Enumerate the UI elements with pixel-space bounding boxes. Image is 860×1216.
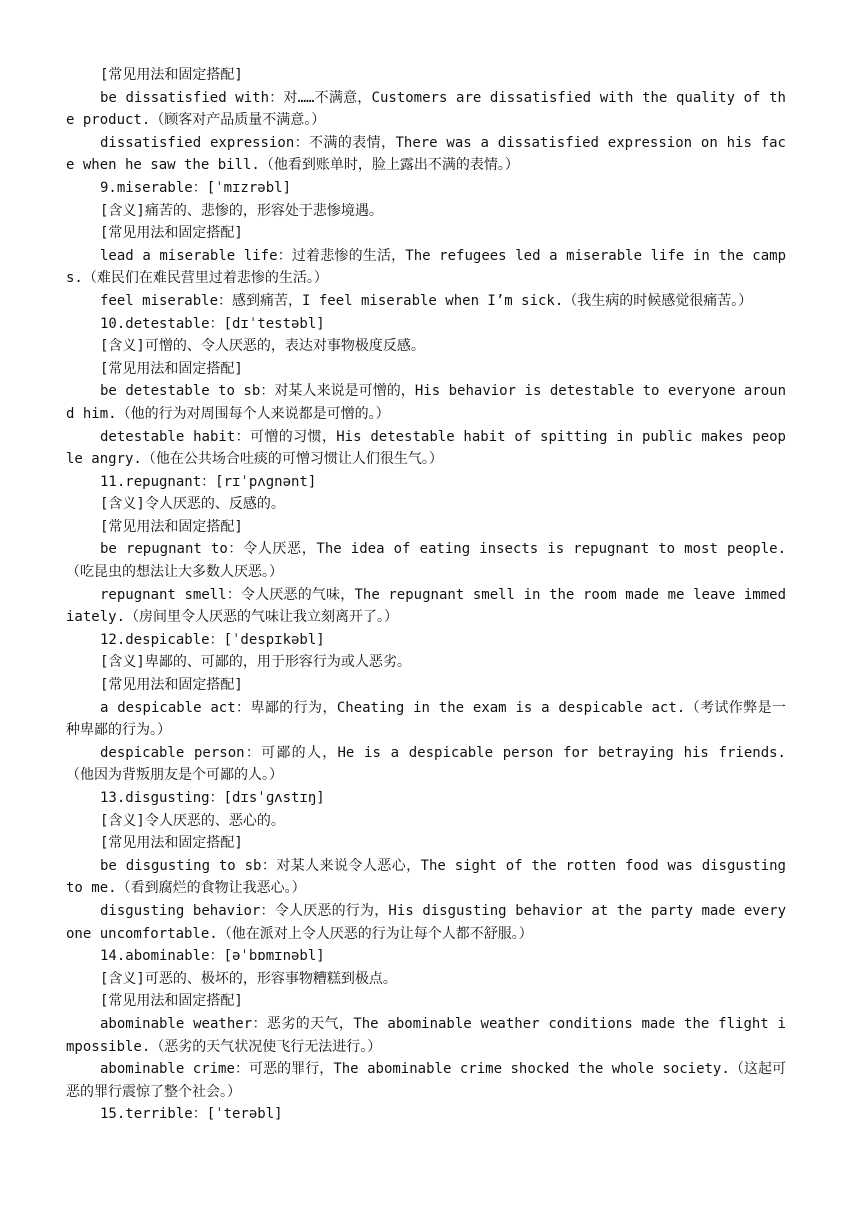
meaning-line: [含义]卑鄙的、可鄙的，用于形容行为或人恶劣。 [100, 654, 411, 671]
usage-entry: be repugnant to：令人厌恶，The idea of eating insects is repugnant to most people.（吃昆虫的想法让大多数人厌恶。） [66, 541, 786, 581]
usage-entry: lead a miserable life：过着悲惨的生活，The refugees led a miserable life in the camps.（难民们在难民营里过着悲惨的生活。） [66, 247, 786, 287]
meaning-line: [含义]可憎的、令人厌恶的，表达对事物极度反感。 [100, 338, 425, 355]
usage-entry: be detestable to sb：对某人来说是可憎的，His behavior is detestable to everyone around him.（他的行为对周围每个人来说都是可憎的。） [66, 383, 786, 422]
usage-entry: dissatisfied expression：不满的表情，There was a dissatisfied expression on his face when he saw the bill.（他看到账单时，脸上露出不满的表情。） [66, 134, 786, 174]
usage-entry: disgusting behavior：令人厌恶的行为，His disgusting behavior at the party made everyone uncomfortable.（他在派对上令人厌恶的行为让每个人都不舒服。） [66, 902, 786, 942]
usage-entry: feel miserable：感到痛苦，I feel miserable when I’m sick.（我生病的时候感觉很痛苦。） [100, 292, 753, 309]
word-entry-title: 10.detestable：[dɪˈtestəbl] [100, 315, 325, 332]
usage-entry: be disgusting to sb：对某人来说令人恶心，The sight of the rotten food was disgusting to me.（看到腐烂的食物让我恶心。） [66, 857, 795, 897]
usage-entry: repugnant smell：令人厌恶的气味，The repugnant smell in the room made me leave immediately.（房间里令人厌恶的气味让我立刻离开了。） [66, 586, 786, 626]
section-heading: [常见用法和固定搭配] [100, 835, 243, 852]
usage-entry: be dissatisfied with：对……不满意，Customers are dissatisfied with the quality of the product.（顾客对产品质量不满意。） [66, 89, 786, 129]
section-heading: [常见用法和固定搭配] [100, 993, 243, 1010]
word-entry-title: 9.miserable：[ˈmɪzrəbl] [100, 179, 292, 196]
word-entry-title: 14.abominable：[əˈbɒmɪnəbl] [100, 948, 325, 965]
meaning-line: [含义]可恶的、极坏的，形容事物糟糕到极点。 [100, 970, 397, 987]
meaning-line: [含义]令人厌恶的、反感的。 [100, 496, 285, 513]
section-heading: [常见用法和固定搭配] [100, 67, 243, 83]
meaning-line: [含义]令人厌恶的、恶心的。 [100, 812, 285, 829]
section-heading: [常见用法和固定搭配] [100, 677, 243, 694]
usage-entry: detestable habit：可憎的习惯，His detestable habit of spitting in public makes people angry.（他在公共场合吐痰的可憎习惯让人们很生气。） [66, 428, 786, 468]
usage-entry: abominable crime：可恶的罪行，The abominable crime shocked the whole society.（这起可恶的罪行震惊了整个社会。） [66, 1061, 786, 1100]
section-heading: [常见用法和固定搭配] [100, 518, 243, 535]
word-entry-title: 15.terrible：[ˈterəbl] [100, 1106, 283, 1123]
usage-entry: despicable person：可鄙的人，He is a despicable person for betraying his friends.（他因为背叛朋友是个可鄙的人。） [66, 744, 786, 784]
section-heading: [常见用法和固定搭配] [100, 225, 243, 242]
word-entry-title: 11.repugnant：[rɪˈpʌgnənt] [100, 473, 317, 490]
usage-entry: a despicable act：卑鄙的行为，Cheating in the exam is a despicable act.（考试作弊是一种卑鄙的行为。） [66, 699, 786, 739]
usage-entry: abominable weather：恶劣的天气，The abominable weather conditions made the flight impossible.（恶劣的天气状况使飞行无法进行。） [66, 1015, 786, 1055]
section-heading: [常见用法和固定搭配] [100, 360, 243, 377]
word-entry-title: 12.despicable：[ˈdespɪkəbl] [100, 631, 325, 648]
meaning-line: [含义]痛苦的、悲惨的，形容处于悲惨境遇。 [100, 202, 383, 219]
document-page [66, 64, 795, 1126]
word-entry-title: 13.disgusting：[dɪsˈɡʌstɪŋ] [100, 790, 325, 806]
